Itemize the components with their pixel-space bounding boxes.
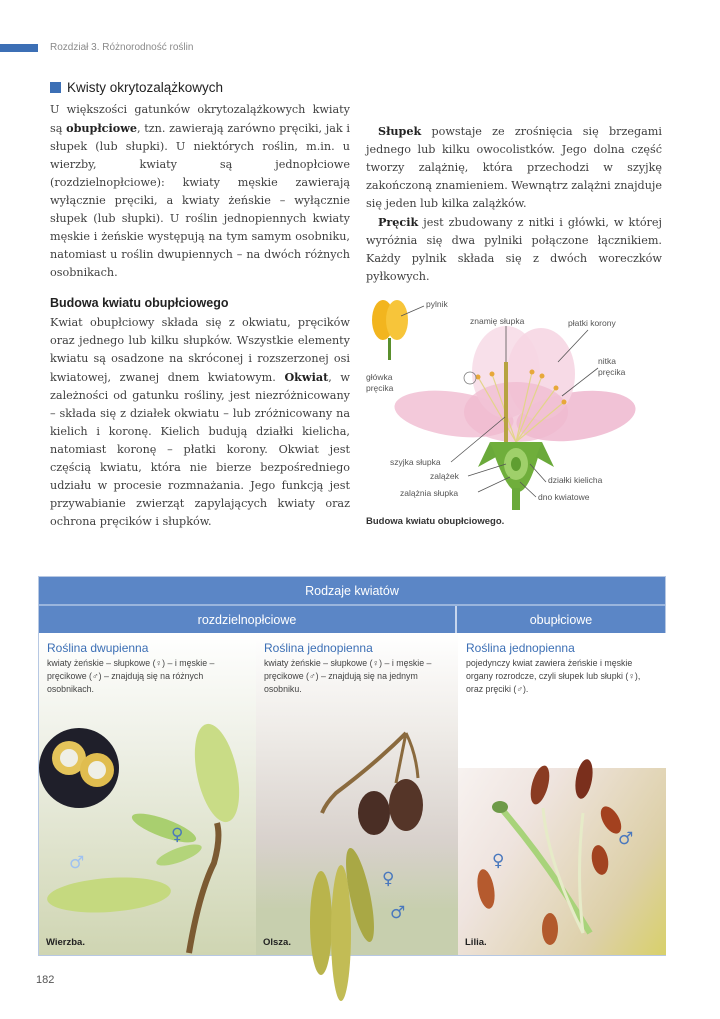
term-slupek: Słupek [378, 124, 422, 138]
label-platki: płatki korony [568, 318, 616, 328]
column-jednopienna [256, 633, 458, 955]
label-dzialki: działki kielicha [548, 475, 603, 485]
anther-inset [372, 300, 424, 360]
female-symbol-icon: ♀ [171, 825, 184, 845]
column-title: Roślina dwupienna [47, 641, 149, 655]
column-title: Roślina jednopienna [466, 641, 575, 655]
text-run: powstaje ze zrośnięcia się brzegami jednego lub kilku owocolistków. Jego dolna część tworzy zalążnię, która przechodzi w szyjkę zakończoną znamieniem. Wewnątrz zalążni znajduje się jeden lub kilka zalążków. [366, 125, 663, 210]
label-nitka: nitka pręcika [598, 356, 626, 377]
label-dno: dno kwiatowe [538, 492, 590, 502]
pistil-style [504, 362, 508, 450]
column-description: kwiaty żeńskie – słupkowe (♀) – i męskie – pręcikowe (♂) – znajdują się na różnych osobnikach. [47, 658, 215, 694]
section-heading [50, 80, 350, 95]
paragraph-precik [366, 213, 662, 286]
column-obuplciowe [458, 633, 665, 955]
male-symbol-icon: ♂ [390, 903, 406, 923]
flower-diagram [366, 292, 662, 514]
column-description: kwiaty żeńskie – słupkowe (♀) – i męskie – pręcikowe (♂) – znajdują się na jednym osobniku. [264, 658, 432, 694]
term-obupłciowe: obupłciowe [66, 121, 137, 135]
text-run: jest zbudowany z nitki i główki, w której wyróżnia się dwa pylniki połączone łącznikiem. Każdy pylnik składa się z dwóch woreczków pyłkowych. [366, 216, 662, 283]
table-columns [39, 633, 665, 955]
table-group-row [39, 606, 665, 633]
flower-types-table [38, 576, 666, 956]
diagram-caption: Budowa kwiatu obupłciowego. [366, 516, 505, 527]
label-pylnik: pylnik [426, 299, 448, 309]
text-run: Kwiat obupłciowy składa się z okwiatu, pręcików oraz jednego lub kilku słupków. Wszystkie elementy kwiatu są osadzone na skróconej i rozszerzonej osi kwiatowej, zwanej dnem kwiatowym. [50, 316, 350, 384]
label-zalazek: zalążek [430, 471, 459, 481]
subsection-title: Budowa kwiatu obupłciowego [50, 296, 229, 310]
text-run: , tzn. zawierają zarówno pręciki, jak i słupek (lub słupki). U niektórych roślin, m.in. u wierzby, kwiaty są jednopłciowe (rozdzielnopłciowe): kwiaty męskie zawierają wyłącznie pręciki, a kwiaty żeńskie – wyłącznie słupek (lub słupki). U roślin jednopiennych kwiaty męskie i żeńskie występują na tym samym osobniku, natomiast u roślin dwupiennych – na dwóch różnych osobnikach. [50, 122, 351, 279]
photo-label: Olsza. [263, 937, 291, 948]
page-number: 182 [36, 974, 55, 986]
photo-label: Lilia. [465, 937, 487, 948]
section-title: Kwisty okrytozalążkowych [67, 80, 224, 95]
section-marker-icon [50, 82, 61, 93]
right-column-text [366, 122, 662, 527]
group-rozdzielnoplciowe: rozdzielnopłciowe [39, 606, 457, 633]
label-szyjka: szyjka słupka [390, 457, 441, 467]
column-dwupienna [39, 633, 256, 955]
text-run: U większości gatunków okrytozalążkowych kwiaty są [50, 103, 350, 135]
male-symbol-icon: ♂ [618, 829, 634, 849]
male-symbol-icon: ♂ [69, 853, 85, 873]
paragraph-structure [50, 314, 350, 531]
term-okwiat: Okwiat [284, 370, 329, 384]
label-znamie: znamię słupka [470, 316, 525, 326]
group-obuplciowe: obupłciowe [529, 612, 593, 627]
chapter-header: Rozdział 3. Różnorodność roślin [50, 42, 194, 53]
table-title: Rodzaje kwiatów [39, 577, 665, 606]
petals [392, 326, 639, 448]
female-symbol-icon: ♀ [492, 851, 505, 871]
text-run: , w zależności od gatunku rośliny, jest niezróżnicowany – składa się z działek okwiatu – lub zróżnicowany na kielich i koronę. Kielich budują działki kielicha, natomiast koronę – płatki korony. Okwiat jest częścią kwiatu, która nie bierze bezpośredniego udziału w procesie rozmnażania. Jego funkcją jest przywabianie zwierząt zapylających kwiaty oraz ochrona pręcików i słupków. [50, 371, 350, 528]
female-symbol-icon: ♀ [382, 869, 395, 889]
label-glowka: główka pręcika [366, 372, 394, 393]
left-column [50, 80, 350, 531]
column-description: pojedynczy kwiat zawiera żeńskie i męskie organy rozrodcze, czyli słupek lub słupki (♀), oraz pręciki (♂). [466, 658, 641, 694]
label-zalaznia: zalążnia słupka [400, 488, 459, 498]
photo-label: Wierzba. [46, 937, 85, 948]
chapter-color-bar [0, 44, 38, 52]
column-title: Roślina jednopienna [264, 641, 373, 655]
paragraph-intro [50, 101, 350, 282]
term-precik: Pręcik [378, 215, 419, 229]
paragraph-slupek [366, 122, 662, 213]
